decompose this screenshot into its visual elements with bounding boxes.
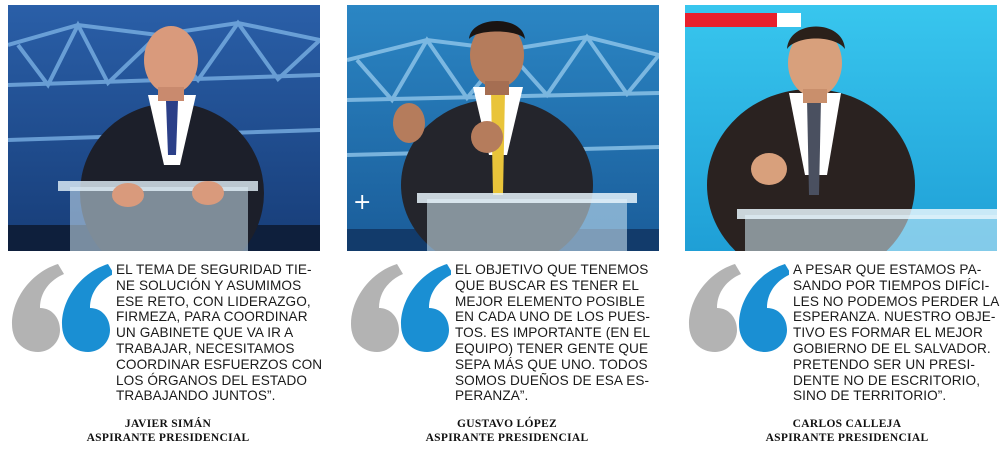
candidate-photo-image (347, 5, 659, 251)
candidate-name: CARLOS CALLEJA (792, 418, 902, 430)
candidate-photo-image (8, 5, 320, 251)
candidate-name: GUSTAVO LÓPEZ (456, 418, 558, 430)
candidate-role: ASPIRANTE PRESIDENCIAL (765, 432, 929, 444)
candidate-photo (8, 5, 320, 251)
candidate-quote: A PESAR QUE ESTAMOS PA- SANDO POR TIEMPOS DIFÍCI- LES NO PODEMOS PERDER LA ESPERANZA. NUESTRO OBJE- TIVO ES FORMAR EL MEJOR GOBIERNO DE EL SALVADOR. PRETENDO SER UN PRESI- DENTE NO DE ESCRITORIO, SINO DE TERRITORIO”. (793, 262, 1000, 404)
svg-text:+: + (353, 190, 372, 215)
quote-mark-icon (687, 262, 789, 354)
candidate-panel-lopez (347, 0, 661, 461)
candidate-name: JAVIER SIMÁN (124, 418, 212, 430)
candidate-credit (387, 417, 627, 445)
candidate-panel-siman (8, 0, 322, 461)
candidate-photo (685, 5, 997, 251)
candidate-photo-image (685, 5, 997, 251)
candidate-role: ASPIRANTE PRESIDENCIAL (425, 432, 589, 444)
candidate-role: ASPIRANTE PRESIDENCIAL (86, 432, 250, 444)
candidate-quote: EL TEMA DE SEGURIDAD TIE- NE SOLUCIÓN Y ASUMIMOS ESE RETO, CON LIDERAZGO, FIRMEZA, PARA COORDINAR UN GABINETE QUE VA IR A TRABAJAR, NECESITAMOS COORDINAR ESFUERZOS CON LOS ÓRGANOS DEL ESTADO TRABAJANDO JUNTOS”. (116, 262, 323, 404)
quote-mark-icon (349, 262, 451, 354)
candidate-photo (347, 5, 659, 251)
candidate-panel-calleja (685, 0, 999, 461)
candidate-quote: EL OBJETIVO QUE TENEMOS QUE BUSCAR ES TENER EL MEJOR ELEMENTO POSIBLE EN CADA UNO DE LOS PUES- TOS. ES IMPORTANTE (EN EL EQUIPO) TENER GENTE QUE SEPA MÁS QUE UNO. TODOS SOMOS DUEÑOS DE ESA ES- PERANZA”. (455, 262, 651, 404)
quote-mark-icon (10, 262, 112, 354)
candidate-credit (48, 417, 288, 445)
candidate-credit (727, 417, 967, 445)
